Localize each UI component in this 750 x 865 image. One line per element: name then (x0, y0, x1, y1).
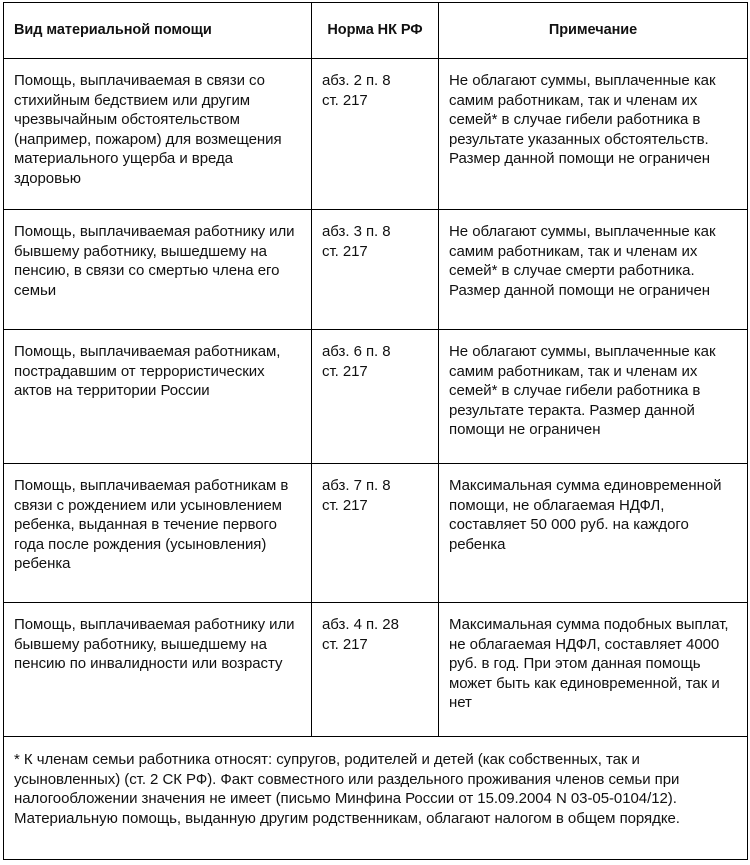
norm-clause: абз. 3 п. 8 (322, 223, 391, 240)
table-row (4, 464, 748, 603)
cell-tax-norm (312, 210, 439, 330)
norm-clause: абз. 2 п. 8 (322, 72, 391, 89)
table-row (4, 330, 748, 464)
cell-tax-norm (312, 464, 439, 603)
norm-clause: абз. 7 п. 8 (322, 477, 391, 494)
table-row (4, 210, 748, 330)
norm-clause: абз. 6 п. 8 (322, 343, 391, 360)
cell-note: Не облагают суммы, выплаченные как самим работникам, так и членам их семей* в случае смерти работника. Размер данной помощи не ограничен (439, 210, 748, 330)
cell-note: Максимальная сумма подобных выплат, не облагаемая НДФЛ, составляет 4000 руб. в год. При этом данная помощь может быть как единовременной, так и нет (439, 603, 748, 737)
cell-aid-type: Помощь, выплачиваемая работникам, пострадавшим от террористических актов на территории России (4, 330, 312, 464)
norm-article: ст. 217 (322, 242, 368, 260)
footnote-row (4, 737, 748, 860)
table-header-row (4, 3, 748, 59)
norm-article: ст. 217 (322, 91, 368, 109)
norm-article: ст. 217 (322, 362, 368, 380)
norm-article: ст. 217 (322, 635, 368, 653)
cell-note: Не облагают суммы, выплаченные как самим работникам, так и членам их семей* в случае гибели работника в результате теракта. Размер данной помощи не ограничен (439, 330, 748, 464)
header-aid-type: Вид материальной помощи (4, 3, 312, 59)
cell-note: Не облагают суммы, выплаченные как самим работникам, так и членам их семей* в случае гибели работника в результате указанных обстоятельств. Размер данной помощи не ограничен (439, 59, 748, 210)
material-aid-table (3, 2, 748, 860)
table-row (4, 59, 748, 210)
footnote-text: * К членам семьи работника относят: супругов, родителей и детей (как собственных, так и усыновленных) (ст. 2 СК РФ). Факт совместного или раздельного проживания членов семьи при налогообложении значения не имеет (письмо Минфина России от 15.09.2004 N 03-05-0104/12). Материальную помощь, выданную другим родственникам, облагают налогом в общем порядке. (14, 751, 680, 827)
cell-tax-norm (312, 603, 439, 737)
norm-clause: абз. 4 п. 28 (322, 616, 399, 633)
cell-tax-norm (312, 59, 439, 210)
cell-tax-norm (312, 330, 439, 464)
cell-aid-type: Помощь, выплачиваемая в связи со стихийным бедствием или другим чрезвычайным обстоятельством (например, пожаром) для возмещения материального ущерба и вреда здоровью (4, 59, 312, 210)
table-row (4, 603, 748, 737)
header-tax-norm: Норма НК РФ (312, 3, 439, 59)
header-note: Примечание (439, 3, 748, 59)
cell-aid-type: Помощь, выплачиваемая работнику или бывшему работнику, вышедшему на пенсию, в связи со смертью члена его семьи (4, 210, 312, 330)
norm-article: ст. 217 (322, 496, 368, 514)
cell-aid-type: Помощь, выплачиваемая работнику или бывшему работнику, вышедшему на пенсию по инвалидности или возрасту (4, 603, 312, 737)
cell-note: Максимальная сумма единовременной помощи, не облагаемая НДФЛ, составляет 50 000 руб. на каждого ребенка (439, 464, 748, 603)
footnote-cell (4, 737, 748, 860)
cell-aid-type: Помощь, выплачиваемая работникам в связи с рождением или усыновлением ребенка, выданная в течение первого года после рождения (усыновления) ребенка (4, 464, 312, 603)
